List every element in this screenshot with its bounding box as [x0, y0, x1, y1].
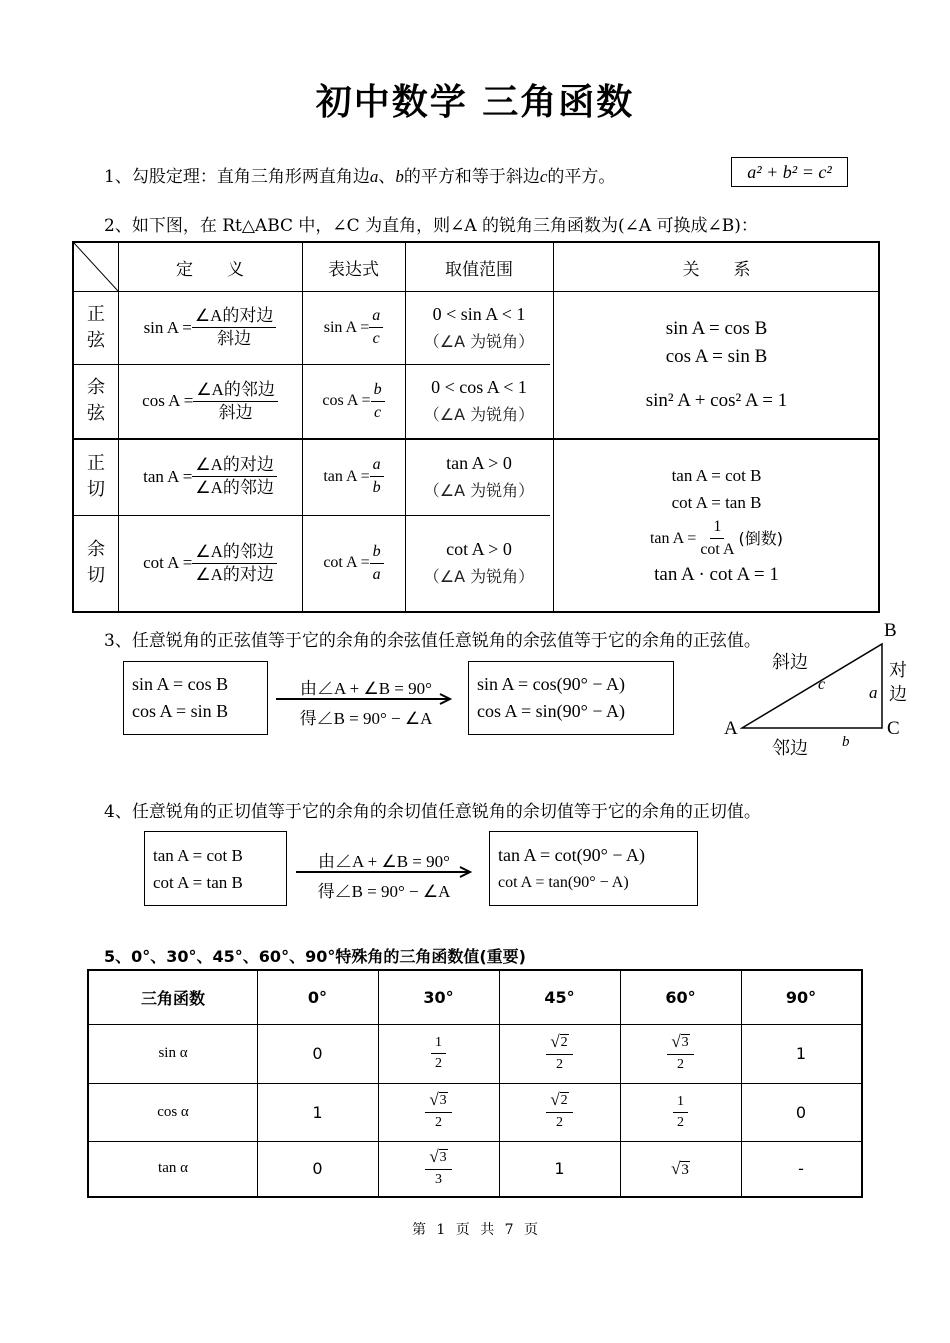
header-range: 取值范围 [445, 259, 513, 280]
value-cell: 1 [554, 1159, 565, 1178]
expr-numerator: b [370, 541, 384, 564]
denominator: 2 [435, 1115, 442, 1130]
denominator: 2 [556, 1056, 563, 1072]
relation-line: cos A = sin B [665, 345, 768, 367]
s1-sep: 、 [378, 167, 396, 187]
definition-cell [118, 364, 302, 438]
s4-arrow-bottom: 得∠B = 90° − ∠A [317, 882, 451, 901]
page-title: 初中数学 三角函数 [315, 82, 635, 123]
def-denominator: 斜边 [217, 329, 252, 348]
denominator: 2 [556, 1115, 563, 1130]
equation-line: sin A = cos(90° − A) [477, 674, 626, 694]
expr-numerator: a [369, 305, 383, 328]
expr-left: sin A = [323, 318, 370, 336]
section-2-text: 2、如下图，在 Rt△ABC 中，∠C 为直角，则∠A 的锐角三角函数为(∠A 可换成∠B)： [104, 216, 758, 236]
relation-line: tan A · cot A = 1 [654, 563, 779, 585]
range-note: （∠A 为锐角） [423, 405, 535, 424]
def-numerator: ∠A的对边 [192, 305, 277, 328]
expr-denominator: c [372, 330, 380, 347]
expr-left: tan A = [323, 467, 370, 485]
definition-cell [118, 515, 302, 611]
opposite-label: 对边 [889, 660, 907, 705]
range-cell [405, 364, 553, 438]
s3-arrow-bottom: 得∠B = 90° − ∠A [299, 709, 433, 728]
def-numerator: ∠A的邻边 [192, 541, 277, 564]
header-90deg: 90° [785, 988, 817, 1007]
section-3-text: 3、任意锐角的正弦值等于它的余角的余弦值任意锐角的余弦值等于它的余角的正弦值。 [104, 631, 761, 651]
denominator: 3 [435, 1171, 442, 1187]
side-c-label: c [818, 676, 826, 693]
expression-cell [302, 291, 405, 364]
trig-definition-table [72, 241, 880, 613]
s1-mid: 的平方和等于斜边 [403, 167, 540, 187]
equation-line: cos A = sin B [132, 701, 229, 721]
relation-line: sin² A + cos² A = 1 [645, 389, 788, 411]
def-denominator: ∠A的邻边 [195, 478, 274, 497]
definition-cell [118, 291, 302, 364]
equation-line: cot A = tan(90° − A) [498, 873, 629, 891]
equation-line: cot A = tan B [153, 872, 243, 892]
relation-reciprocal [650, 516, 783, 561]
page-footer: 第 1 页 共 7 页 [411, 1222, 539, 1238]
relation-tan-cot [553, 438, 880, 611]
range-cell [405, 438, 553, 515]
relation-line: tan A = cot B [671, 465, 762, 485]
equation-line: tan A = cot(90° − A) [498, 844, 645, 865]
value-cell: √ 3 2 [620, 1024, 741, 1083]
pythagoras-formula-box: a² + b² = c² [731, 157, 848, 187]
section-5-text: 5、0°、30°、45°、60°、90°特殊角的三角函数值(重要) [104, 947, 526, 966]
vertex-b: B [884, 620, 897, 641]
row-label: 余弦 [87, 377, 105, 424]
s3-box-left [123, 661, 268, 735]
equation-line: cos A = sin(90° − A) [477, 701, 626, 721]
header-45deg: 45° [544, 988, 575, 1007]
value-cell: 0 [312, 1159, 323, 1178]
s1-a: a [369, 167, 379, 186]
range-note: （∠A 为锐角） [423, 331, 535, 351]
header-diagonal [74, 243, 118, 291]
radicand: 2 [560, 1093, 568, 1108]
relation-line: cot A = tan B [671, 492, 762, 512]
relation-line: sin A = cos B [665, 317, 768, 339]
numerator: 1 [673, 1092, 688, 1113]
range-cell [405, 515, 553, 611]
radicand: 3 [439, 1149, 447, 1165]
equation-line: sin A = cos B [132, 674, 229, 694]
denominator: 2 [677, 1056, 684, 1072]
value-cell: √ 3 [671, 1158, 689, 1178]
def-denominator: ∠A的对边 [195, 564, 274, 584]
header-definition: 定 义 [176, 259, 244, 280]
definition-cell [118, 438, 302, 515]
radicand: 3 [681, 1034, 689, 1050]
range-value: 0 < sin A < 1 [432, 303, 526, 324]
range-value: 0 < cos A < 1 [431, 377, 527, 397]
header-30deg: 30° [423, 988, 454, 1007]
def-numerator: ∠A的对边 [192, 454, 277, 477]
reciprocal-denominator: cot A [700, 540, 735, 558]
row-label: 正弦 [87, 303, 105, 351]
value-cell [378, 1024, 499, 1083]
def-left: cos A = [142, 391, 194, 410]
s4-arrow-top: 由∠A + ∠B = 90° [318, 852, 450, 871]
range-value: cot A > 0 [446, 539, 512, 559]
value-cell: 0 [312, 1044, 323, 1063]
row-label: tan α [158, 1160, 188, 1176]
header-expression: 表达式 [328, 259, 379, 280]
expression-cell [302, 438, 405, 515]
s3-arrow-top: 由∠A + ∠B = 90° [300, 679, 432, 698]
expr-left: cot A = [323, 554, 370, 571]
def-left: sin A = [143, 317, 192, 337]
expr-denominator: c [374, 403, 382, 421]
value-cell: √ 3 2 [378, 1083, 499, 1141]
value-cell: √ 2 2 [499, 1083, 620, 1141]
expr-denominator: b [372, 479, 381, 496]
s1-end: 的平方。 [547, 167, 616, 187]
def-denominator: 斜边 [218, 402, 253, 422]
range-note: （∠A 为锐角） [423, 567, 535, 586]
reciprocal-left: tan A = [649, 529, 697, 547]
denominator: 2 [435, 1056, 442, 1071]
row-label: 正切 [87, 452, 105, 500]
row-label: 余切 [87, 539, 105, 586]
expr-left: cos A = [322, 392, 371, 409]
section-4-text: 4、任意锐角的正切值等于它的余角的余切值任意锐角的余切值等于它的余角的正切值。 [104, 802, 761, 822]
value-cell: 0 [795, 1102, 807, 1122]
range-note: （∠A 为锐角） [423, 480, 535, 500]
relation-sin-cos [553, 291, 880, 438]
def-left: cot A = [143, 553, 193, 572]
hypotenuse-label: 斜边 [772, 652, 808, 673]
adjacent-label: 邻边 [772, 738, 808, 759]
header-0deg: 0° [307, 988, 328, 1007]
vertex-a: A [724, 718, 738, 739]
s1-c: c [539, 167, 548, 186]
header-60deg: 60° [665, 988, 696, 1007]
range-cell [405, 291, 553, 364]
def-left: tan A = [143, 466, 193, 486]
expr-numerator: b [371, 379, 385, 402]
value-cell: 1 [312, 1102, 323, 1122]
s1-b: b [395, 167, 404, 186]
value-cell: √ 2 2 [499, 1024, 620, 1083]
expr-denominator: a [372, 565, 381, 583]
side-b-label: b [842, 734, 850, 750]
expression-cell [302, 515, 405, 611]
section-1-text [104, 162, 615, 187]
radicand: 3 [681, 1161, 689, 1178]
value-cell: √ 3 3 [378, 1141, 499, 1196]
range-value: tan A > 0 [446, 452, 512, 473]
header-relation: 关 系 [682, 259, 751, 280]
equation-line: tan A = cot B [153, 845, 243, 865]
s4-box-right [489, 831, 698, 906]
header-function: 三角函数 [140, 989, 205, 1008]
special-angles-table [87, 969, 863, 1198]
side-a-label: a [869, 683, 878, 702]
value-cell [620, 1083, 741, 1141]
denominator: 2 [677, 1114, 684, 1130]
value-cell: - [798, 1159, 804, 1178]
s4-box-left [144, 831, 287, 906]
reciprocal-numerator: 1 [710, 516, 724, 539]
s1-lead: 1、勾股定理：直角三角形两直角边 [104, 167, 370, 187]
row-label: sin α [158, 1045, 188, 1061]
vertex-c: C [887, 718, 900, 739]
radicand: 3 [439, 1093, 447, 1108]
expr-numerator: a [370, 454, 384, 477]
row-label: cos α [157, 1103, 189, 1120]
numerator: 1 [431, 1033, 446, 1054]
radicand: 2 [560, 1034, 568, 1050]
expression-cell [302, 364, 405, 438]
triangle-shape [740, 642, 890, 732]
value-cell: 1 [795, 1044, 807, 1063]
def-numerator: ∠A的邻边 [193, 379, 278, 402]
reciprocal-note: (倒数) [738, 528, 784, 548]
s3-box-right [468, 661, 674, 735]
